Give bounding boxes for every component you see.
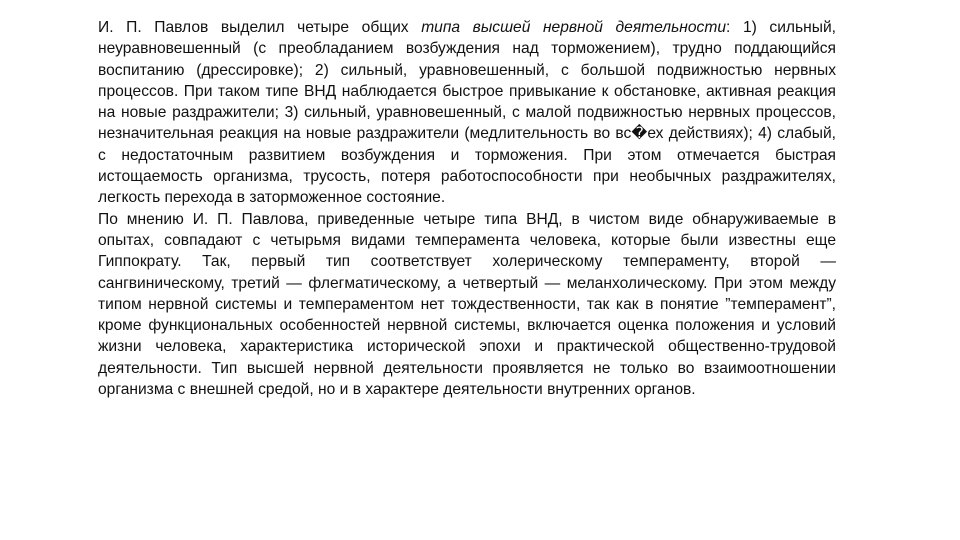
paragraph-intro: И. П. Павлов выделил четыре общих	[98, 19, 422, 36]
paragraph-temperaments: По мнению И. П. Павлова, приведенные четыре типа ВНД, в чистом виде обнаруживаемые в опытах, совпадают с четырьмя видами темперамента человека, которые были известны еще Гиппократу. Так, первый тип соответствует холерическому темпераменту, второй — сангвиническому, третий — флегматическому, а четвертый — меланхолическому. При этом между типом нервной системы и темпераментом нет тождественности, так как в понятие ”темперамент”, кроме функциональных особенностей нервной системы, включается оценка положения и условий жизни человека, характеристика исторической эпохи и практической общественно-трудовой деятельности. Тип высшей нервной деятельности проявляется не только во взаимоотношении организма с внешней средой, но и в характере деятельности внутренних органов.	[98, 210, 836, 399]
paragraph-vnd-types	[98, 17, 836, 209]
emphasized-term: типа высшей нервной деятельности	[421, 19, 727, 36]
paragraph-body: : 1) сильный, неуравновешенный (с преобладанием возбуждения над торможением), трудно поддающийся воспитанию (дрессировке); 2) сильный, уравновешенный, с большой подвижностью нервных процессов. При таком типе ВНД наблюдается быстрое привыкание к обстановке, активная реакция на новые раздражители; 3) сильный, уравновешенный, с малой подвижностью нервных процессов, незначительная реакция на новые раздражители (медлительность во вс�ех действиях); 4) слабый, с недостаточным развитием возбуждения и торможения. При этом отмечается быстрая истощаемость организма, трусость, потеря работоспособности при необычных раздражителях, легкость перехода в заторможенное состояние.	[98, 19, 836, 207]
text-content	[98, 17, 836, 400]
